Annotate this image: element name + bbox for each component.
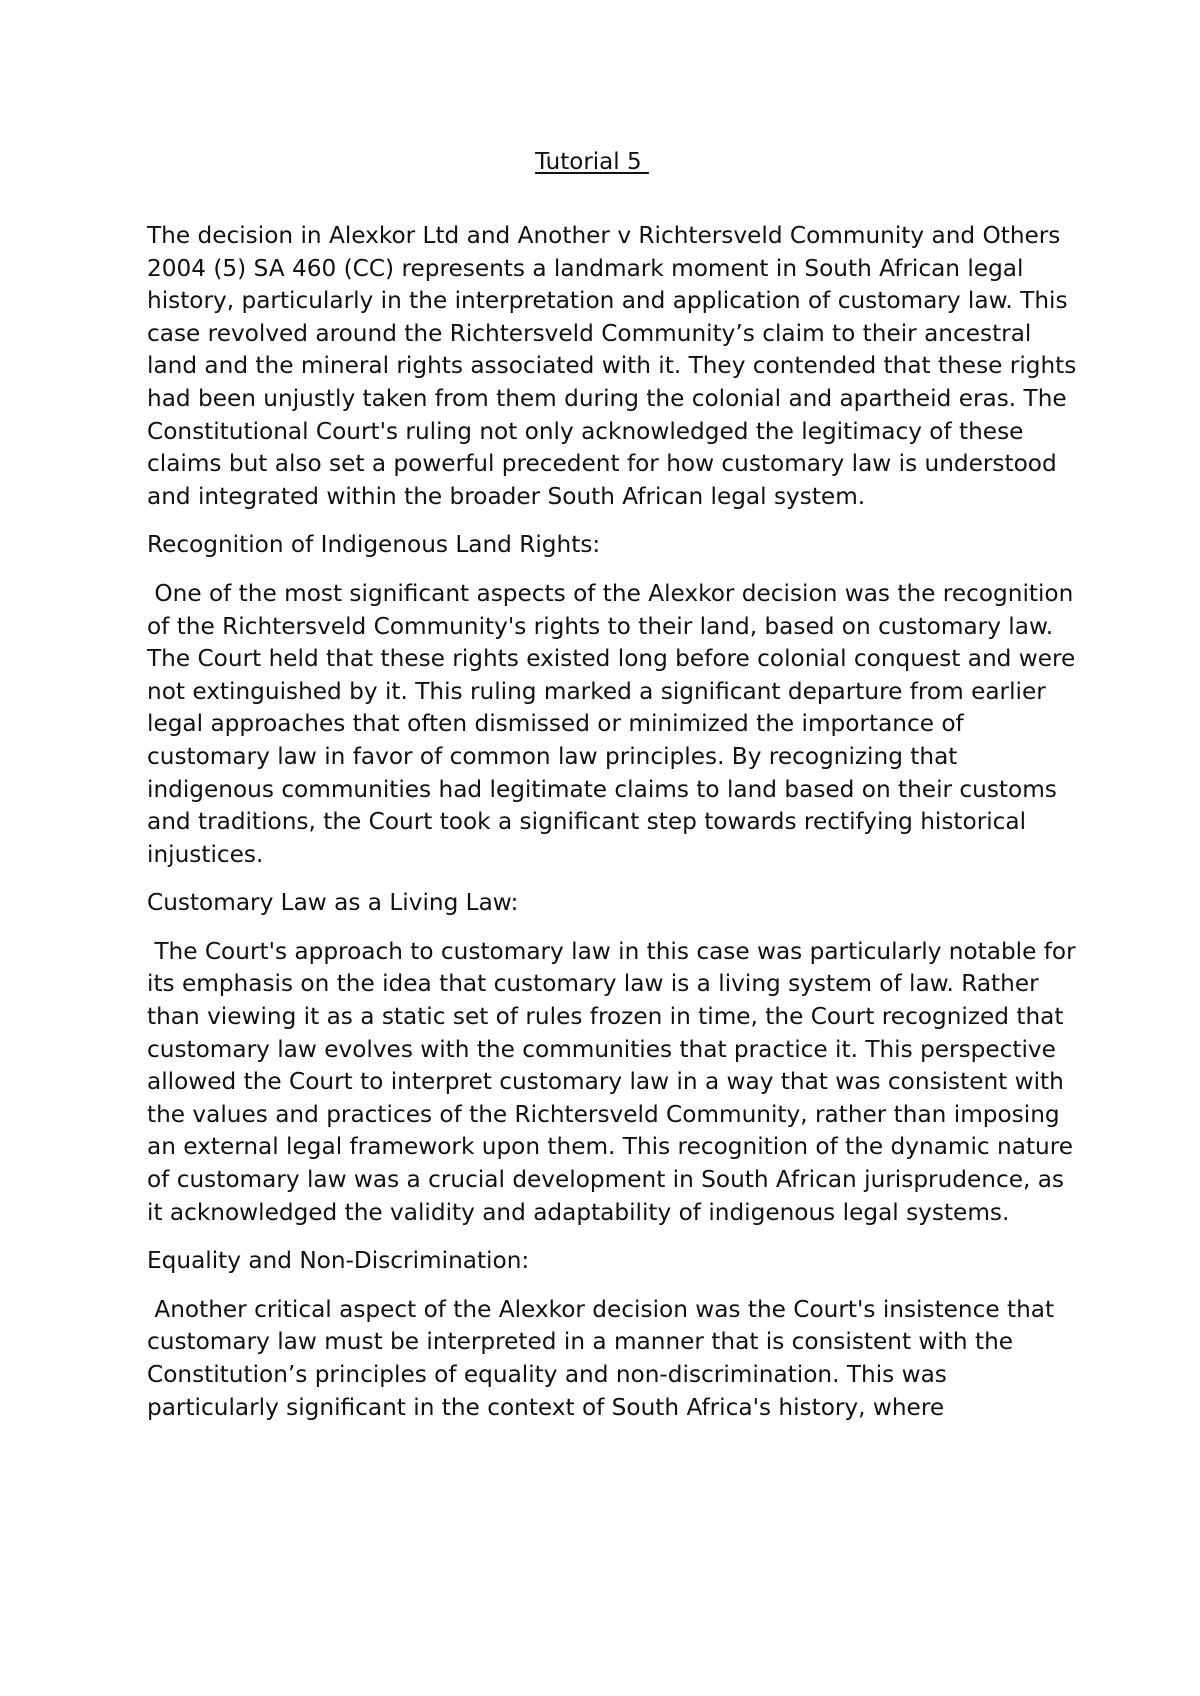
document-title-text: Tutorial 5: [535, 149, 649, 175]
intro-paragraph: The decision in Alexkor Ltd and Another v Richtersveld Community and Others 2004 (5) SA 460 (CC) represents a landmark moment in South African legal history, particularly in the interpretation and application of customary law. This case revolved around the Richtersveld Community’s claim to their ancestral land and the mineral rights associated with it. They contended that these rights had been unjustly taken from them during the colonial and apartheid eras. The Constitutional Court's ruling not only acknowledged the legitimacy of these claims but also set a powerful precedent for how customary law is understood and integrated within the broader South African legal system.: [147, 222, 1084, 510]
section-body-living-law: The Court's approach to customary law in this case was particularly notable for its emphasis on the idea that customary law is a living system of law. Rather than viewing it as a static set of rules frozen in time, the Court recognized that customary law evolves with the communities that practice it. This perspective allowed the Court to interpret customary law in a way that was consistent with the values and practices of the Richtersveld Community, rather than imposing an external legal framework upon them. This recognition of the dynamic nature of customary law was a crucial development in South African jurisprudence, as it acknowledged the validity and adaptability of indigenous legal systems.: [147, 937, 1084, 1226]
section-heading-land-rights: Recognition of Indigenous Land Rights:: [147, 531, 601, 559]
document-content: [147, 146, 1084, 1440]
section-body-equality: Another critical aspect of the Alexkor decision was the Court's insistence that customary law must be interpreted in a manner that is consistent with the Constitution’s principles of equality and non-discrimination. This was particularly significant in the context of South Africa's history, where: [147, 1295, 1062, 1421]
section-heading-equality: Equality and Non-Discrimination:: [147, 1247, 530, 1275]
document-title: [147, 146, 1077, 178]
section-heading-living-law: Customary Law as a Living Law:: [147, 889, 519, 917]
section-body-land-rights: One of the most significant aspects of the Alexkor decision was the recognition of the Richtersveld Community's rights to their land, based on customary law. The Court held that these rights existed long before colonial conquest and were not extinguished by it. This ruling marked a significant departure from earlier legal approaches that often dismissed or minimized the importance of customary law in favor of common law principles. By recognizing that indigenous communities had legitimate claims to land based on their customs and traditions, the Court took a significant step towards rectifying historical injustices.: [147, 579, 1083, 868]
